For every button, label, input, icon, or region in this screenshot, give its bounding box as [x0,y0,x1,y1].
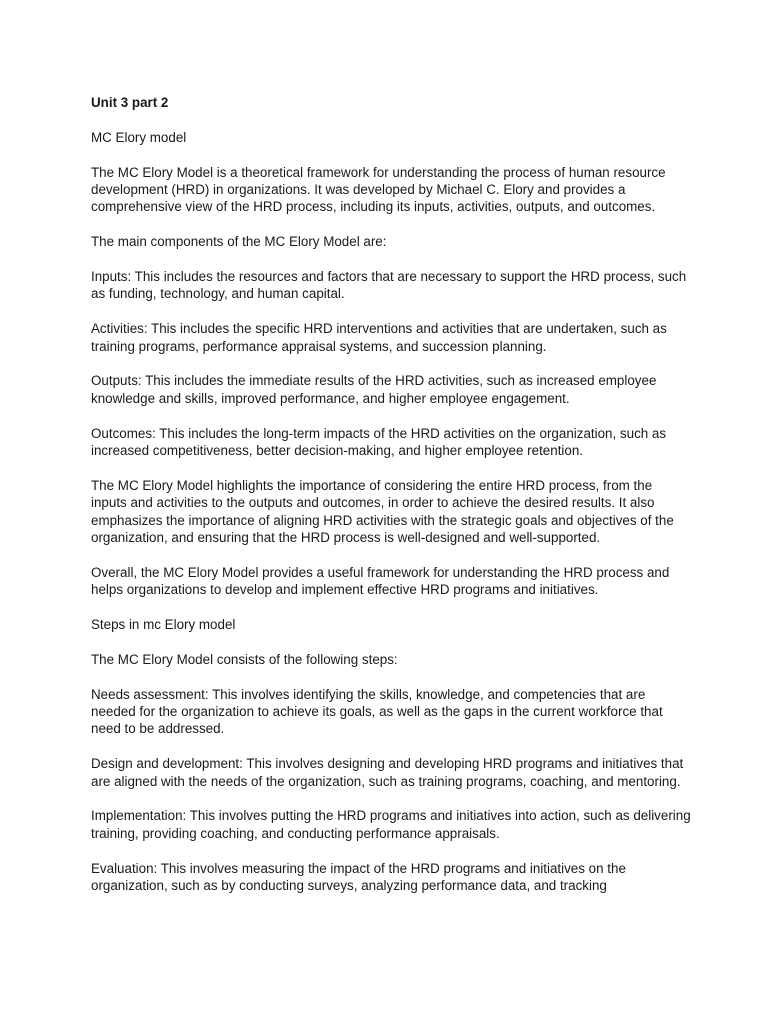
paragraph-implementation: Implementation: This involves putting the HRD programs and initiatives into action, such as delivering training, providing coaching, and conducting performance appraisals. [91,808,691,841]
document-page [91,94,691,912]
section-heading-steps: Steps in mc Elory model [91,617,236,633]
paragraph-evaluation: Evaluation: This involves measuring the impact of the HRD programs and initiatives on the organization, such as by conducting surveys, analyzing performance data, and tracking [91,860,626,894]
paragraph-needs-assessment: Needs assessment: This involves identifying the skills, knowledge, and competencies that are needed for the organization to achieve its goals, as well as the gaps in the current workforce that need to be addressed. [91,686,663,737]
paragraph-inputs: Inputs: This includes the resources and factors that are necessary to support the HRD process, such as funding, technology, and human capital. [91,269,687,302]
paragraph-activities: Activities: This includes the specific HRD interventions and activities that are undertaken, such as training programs, performance appraisal systems, and succession planning. [91,321,667,354]
paragraph-components-lead: The main components of the MC Elory Model are: [91,234,387,250]
paragraph-overall: Overall, the MC Elory Model provides a useful framework for understanding the HRD process and helps organizations to develop and implement effective HRD programs and initiatives. [91,564,670,598]
paragraph-design-development: Design and development: This involves designing and developing HRD programs and initiatives that are aligned with the needs of the organization, such as training programs, coaching, and mentoring. [91,756,684,789]
section-heading-model: MC Elory model [91,129,187,145]
paragraph-steps-lead: The MC Elory Model consists of the following steps: [91,651,398,667]
paragraph-intro: The MC Elory Model is a theoretical framework for understanding the process of human resource development (HRD) in organizations. It was developed by Michael C. Elory and provides a comprehensive view of the HRD process, including its inputs, activities, outputs, and outcomes. [91,164,666,215]
document-title: Unit 3 part 2 [91,95,169,110]
paragraph-importance: The MC Elory Model highlights the importance of considering the entire HRD process, from the inputs and activities to the outputs and outcomes, in order to achieve the desired results. It also emphasizes the importance of aligning HRD activities with the strategic goals and objectives of the organization, and ensuring that the HRD process is well-designed and well-supported. [91,477,674,546]
paragraph-outputs: Outputs: This includes the immediate results of the HRD activities, such as increased employee knowledge and skills, improved performance, and higher employee engagement. [91,373,657,406]
paragraph-outcomes: Outcomes: This includes the long-term impacts of the HRD activities on the organization, such as increased competitiveness, better decision-making, and higher employee retention. [91,425,667,459]
